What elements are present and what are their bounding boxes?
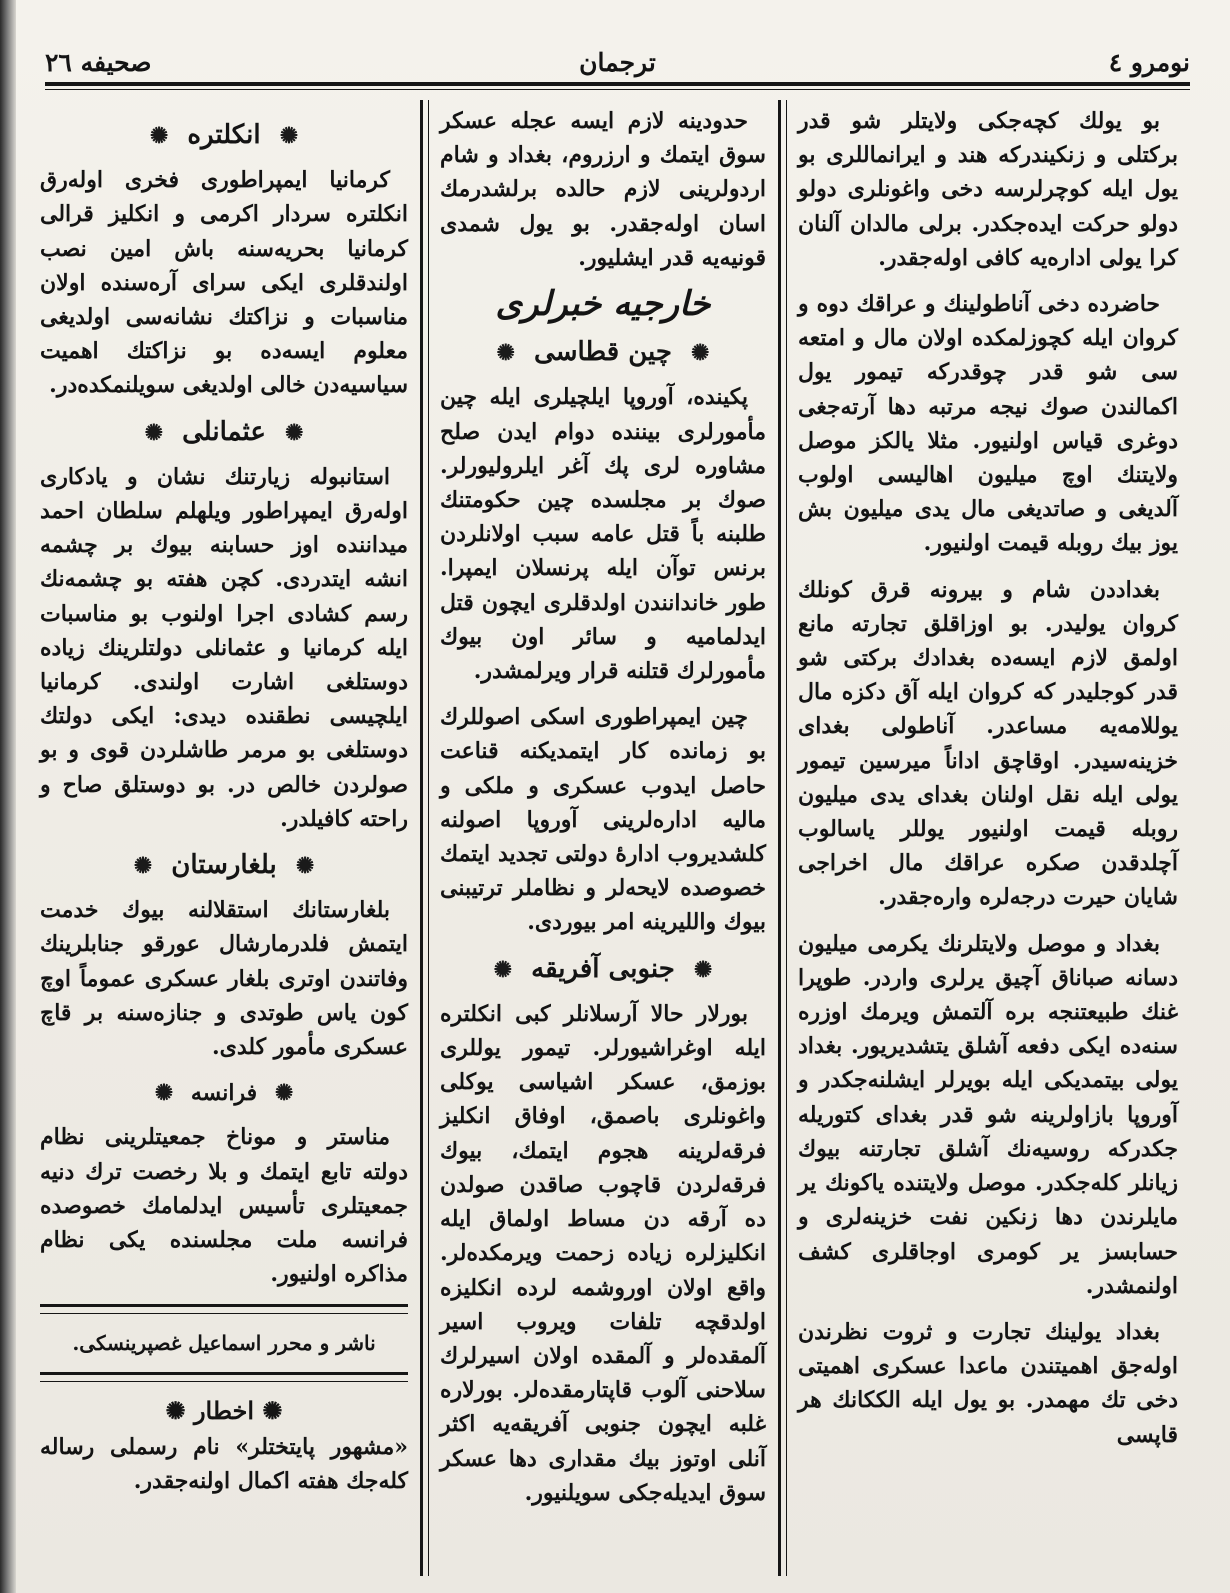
left-column [40, 112, 408, 1510]
page-number: صحیفه ٢٦ [45, 48, 152, 77]
publisher-rule [40, 1304, 408, 1307]
publisher-line: ناشر و محرر اسماعیل غصپرینسكی. [72, 1330, 376, 1355]
china-paragraph-1: پكینده، آوروپا ایلچیلری ایله چین مأمورلری بیننده دوام ایدن صلح مشاوره لری پك آغر ایلرولیورلر. صوك بر مجلسده چین حكومتنك طلبنه باً قتل عامه سبب اولانلردن برنس توآن ایله پرنسلان ایمپرا. طور خاندانندن اولدقلری ایچون قتل ایدلمامیه و سائر اون بیوك مأمورلرك قتلنه قرار ویرلمشدر. [440, 384, 766, 685]
notice-heading-text: اخطار [193, 1395, 255, 1425]
notice-rule [40, 1372, 408, 1375]
ornament-icon: ✺ [133, 853, 153, 880]
ornament-icon: ✺ [496, 340, 515, 367]
notice-rule-thin [40, 1381, 408, 1382]
scan-edge-shadow [0, 0, 16, 1593]
middle-intro-paragraph: حدودینه لازم ایسه عجله عسكر سوق ایتمك و ارزروم، بغداد و شام اردولرینی لازم حالده برلشدرمك اسان اوله‌جقدر. بو یول شمدی قونیه‌یه قدر ایشلیور. [440, 108, 766, 271]
column-divider-left [420, 100, 423, 1576]
bulgaria-heading-text: بلغارستان [171, 850, 277, 881]
china-heading-text: چین قطاسی [534, 337, 672, 368]
england-paragraph-1: كرمانیا ایمپراطوری فخری اوله‌رق انكلتره سردار اكرمی و انكلیز قرالی كرمانیا بحریه‌سنه باش امین نصب اولندقلری ایكی سرای آره‌سنده اولان مناسبات و نزاكتك نشانه‌سی اولدیغی معلوم ایسه‌ده بو نزاكتك اهمیت سیاسیه‌دن خالی اولدیغی سویلنمكده‌در. [40, 167, 408, 399]
publisher-rule-thin [40, 1313, 408, 1314]
right-paragraph-1: بو یولك كچه‌جكی ولایتلر شو قدر بركتلی و زنكیندركه هند و ایرانماللری بو یول ایله كوچرلرسه دخی واغونلری دولو دولو حركت ایده‌جكدر. برلی مالدان آلنان كرا یولی اداره‌یه كافی اوله‌جقدر. [798, 108, 1178, 271]
ornament-icon: ✺ [493, 956, 513, 983]
issue-number: نومرو ٤ [1108, 48, 1190, 77]
france-heading-text: فرانسه [190, 1080, 258, 1107]
ornament-icon: ✺ [693, 956, 713, 983]
ornament-icon: ✺ [691, 340, 710, 367]
newspaper-title: ترجمان [579, 48, 656, 77]
china-heading [440, 335, 766, 370]
masthead-rule-thin [45, 89, 1190, 90]
ornament-icon: ✺ [274, 1080, 294, 1107]
south-africa-heading-text: جنوبی آفریقه [531, 953, 675, 984]
right-paragraph-2: حاضرده دخی آناطولینك و عراقك دوه و كروان ایله كچوزلمكده اولان مال و امتعه سی شو قدر چوقدركه تیمور یول اكمالندن صوك نیجه مرتبه دها آرته‌جغی دوغری قیاس اولنیور. مثلا یالكز موصل ولایتنك اوچ میلیون اهالیسی اولوب آلدیغی و صاتدیغی مال یدی میلیون بش یوز بیك روبله قیمت اولنیور. [798, 291, 1178, 557]
notice-heading [40, 1394, 408, 1428]
column-divider-right [778, 100, 781, 1576]
right-paragraph-3: بغداددن شام و بیرونه قرق كونلك كروان یولیدر. بو اوزاقلق تجارته مانع اولمق لازم ایسه‌ده بغدادك بركتی شو قدر كوجلیدر كه كروان ایله آق دكزه مال یوللامه‌یه مساعدر. آناطولی بغدای خزینه‌سیدر. اوقاچق اداناً میرسین تیمور یولی ایله نقل اولنان بغدای یدی میلیون روبله قیمت اولنیور یوللر یاسالوب آچلدقدن صكره عراقك مال اخراجی شایان حیرت درجه‌لره واره‌جقدر. [798, 576, 1178, 911]
right-paragraph-4: بغداد و موصل ولایتلرنك یكرمی میلیون دسانه صباناق آچیق یرلری واردر. طوپرا غنك طبیعتنجه بره آلتمش ویرمك اوزره سنه‌ده ایكی دفعه آشلق یتشدیریور. بغداد یولی بیتمدیكی ایله بویرلر ایشلنه‌جكدر و آوروپا بازاولرینه شو قدر بغدای كتوریله جكدركه روسیه‌نك آشلق تجارتنه بیوك زیانلر كله‌جكدر. موصل ولایتنده یاكونك یر مایلرندن دها زنكین نفت خزینه‌لری و حسابسز یر كومری اوجاقلری كشف اولنمشدر. [798, 930, 1178, 1299]
ornament-icon: ✺ [149, 123, 169, 149]
right-column [798, 104, 1178, 1464]
masthead-rule [45, 82, 1190, 86]
france-paragraph-1: مناستر و موناخ جمعیتلرینی نظام دولته تابع ایتمك و بلا رخصت ترك دنیه جمعیتلری تأسیس ایدلمامك خصوصده فرانسه ملت مجلسنده یكی نظام مذاكره اولنیور. [40, 1124, 408, 1288]
ornament-icon: ✺ [144, 419, 164, 446]
china-paragraph-2: چین ایمپراطوری اسكی اصوللرك بو زمانده كار ایتمدیكنه قناعت حاصل ایدوب عسكری و ملكی و مالیه اداره‌لرینی آوروپا اصولنه كلشدیروب ادارهٔ دولتی تجدید ایتمك خصوصده لایحه‌لر و نظاملر ترتیبنی بیوك واللیرینه امر بیوردی. [440, 704, 766, 936]
ornament-icon: ✺ [262, 1395, 283, 1425]
england-heading-text: انكلتره [187, 120, 261, 150]
bulgaria-heading [40, 848, 408, 883]
middle-column [440, 104, 766, 1522]
ornament-icon: ✺ [284, 419, 304, 446]
column-divider-left-thin [428, 100, 429, 1576]
right-paragraph-5: بغداد یولینك تجارت و ثروت نظرندن اوله‌جق اهمیتندن ماعدا عسكری اهمیتی دخی تك مهمدر. بو یول ایله الككانك هر قاپسی [798, 1318, 1178, 1448]
ottoman-heading [40, 415, 408, 450]
foreign-news-title: خارجیه خبرلری [495, 284, 711, 325]
ornament-icon: ✺ [279, 123, 299, 149]
ornament-icon: ✺ [165, 1395, 186, 1425]
france-heading [40, 1076, 408, 1110]
england-heading [40, 118, 408, 153]
ottoman-paragraph-1: استانبوله زیارتنك نشان و یادكاری اوله‌رق ایمپراطور ویلهلم سلطان احمد میداننده اوز حسابنه بیوك بر چشمه انشه ایتدردی. كچن هفته بو چشمه‌نك رسم كشادی اجرا اولنوب بو مناسبات ایله كرمانیا و عثمانلی دولتلرینك زیاده دوستلغی اشارت اولندی. كرمانیا ایلچیسی نطقنده دیدی: ایكی دولتك دوستلغی بو مرمر طاشلردن قوی و بو صولردن خالص در. بو دوستلق صاح و راحته كافیلدر. [40, 463, 408, 832]
south-africa-paragraph-1: بورلار حالا آرسلانلر كبی انكلتره ایله اوغراشیورلر. تیمور یوللری بوزمق، عسكر اشیاسی یوكلی واغونلری باصمق، اوفاق انكلیز فرقه‌لرینه هجوم ایتمك، بیوك فرقه‌لردن قاچوب صاقدن صولدن ده آرقه دن مساط اولماق ایله انكلیزلره زیاده زحمت ویرمكده‌لر. واقع اولان اوروشمه لرده انكلیزه اولدقچه تلفات ویروب اسیر آلمقده‌لر و آلمقده اولان اسیرلرك سلاحنی آلوب قاپتارمقده‌لر. بورلاره غلبه ایچون جنوبی آفریقه‌یه اكثر آنلی اوتوز بیك مقداری دها عسكر سوق ایدیله‌جكی سویلنیور. [440, 1000, 766, 1506]
ottoman-heading-text: عثمانلی [182, 416, 266, 447]
ornament-icon: ✺ [295, 853, 315, 880]
notice-text: «مشهور پایتختلر» نام رسملی رساله كله‌جك هفته اكمال اولنه‌جقدر. [40, 1433, 408, 1495]
column-divider-right-thin [786, 100, 787, 1576]
ornament-icon: ✺ [154, 1080, 174, 1107]
south-africa-heading [440, 952, 766, 987]
bulgaria-paragraph-1: بلغارستانك استقلالنه بیوك خدمت ایتمش فلدرمارشال عورقو جنابلرینك وفاتندن اوتری بلغار عسكری عموماً اوچ كون یاس طوتدی و جنازه‌سنه بر قاچ عسكری مأمور كلدی. [40, 897, 408, 1061]
